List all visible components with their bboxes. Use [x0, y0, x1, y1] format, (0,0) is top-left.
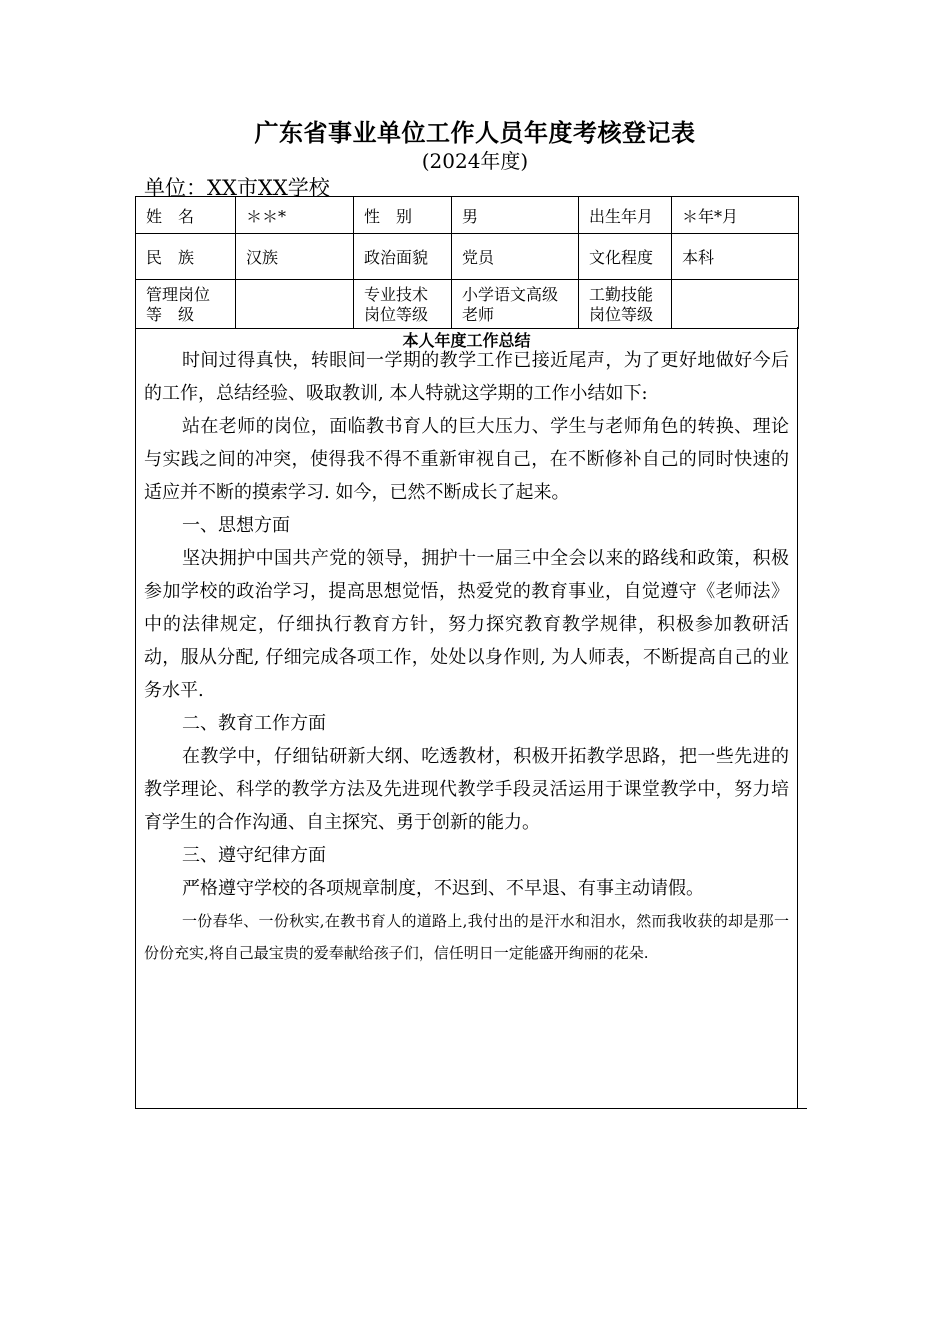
birth-label: 出生年月: [579, 197, 672, 234]
summary-heading: 本人年度工作总结: [402, 331, 531, 350]
summary-body: [144, 344, 789, 969]
name-label: 姓 名: [136, 197, 236, 234]
management-level-label: 管理岗位等 级: [136, 280, 236, 329]
table-row: [136, 280, 799, 329]
summary-paragraph: 严格遵守学校的各项规章制度，不迟到、不早退、有事主动请假。: [182, 878, 704, 899]
table-border-stub: [797, 1108, 807, 1109]
summary-paragraph: 在教学中，仔细钻研新大纲、吃透教材，积极开拓教学思路，把一些先进的教学理论、科学的教学方法及先进现代教学手段灵活运用于课堂教学中，努力培育学生的合作沟通、自主探究、勇于创新的能力。: [144, 746, 789, 833]
ethnicity-label: 民 族: [136, 234, 236, 280]
table-row: [136, 197, 799, 234]
education-label: 文化程度: [579, 234, 672, 280]
summary-paragraph: 时间过得真快，转眼间一学期的教学工作已接近尾声，为了更好地做好今后的工作，总结经验、吸取教训, 本人特就这学期的工作小结如下:: [144, 350, 789, 404]
section-heading-ideology: 一、思想方面: [182, 515, 290, 536]
summary-paragraph: 坚决拥护中国共产党的领导，拥护十一届三中全会以来的路线和政策，积极参加学校的政治学习，提高思想觉悟，热爱党的教育事业，自觉遵守《老师法》中的法律规定，仔细执行教育方针，努力探究教育教学规律，积极参加教研活动，服从分配, 仔细完成各项工作，处处以身作则, 为人师表，不断提高自己的业务水平.: [144, 548, 789, 701]
skill-level-label: 工勤技能岗位等级: [579, 280, 672, 329]
unit-label: 单位：XX市XX学校: [144, 176, 330, 200]
skill-level-value: [672, 280, 799, 329]
name-value: ＊＊*: [236, 197, 354, 234]
professional-level-value: 小学语文高级老师: [452, 280, 579, 329]
gender-value: 男: [452, 197, 579, 234]
form-year: (2024年度): [421, 149, 529, 173]
gender-label: 性 别: [354, 197, 452, 234]
summary-paragraph: 站在老师的岗位，面临教书育人的巨大压力、学生与老师角色的转换、理论与实践之间的冲突，使得我不得不重新审视自己，在不断修补自己的同时快速的适应并不断的摸索学习. 如今，已然不断成长了起来。: [144, 416, 789, 503]
birth-value: ＊年*月: [672, 197, 799, 234]
section-heading-discipline: 三、遵守纪律方面: [182, 845, 326, 866]
management-level-value: [236, 280, 354, 329]
table-row: [136, 234, 799, 280]
political-value: 党员: [452, 234, 579, 280]
ethnicity-value: 汉族: [236, 234, 354, 280]
work-summary-section: [135, 327, 798, 1109]
political-label: 政治面貌: [354, 234, 452, 280]
closing-paragraph: 一份春华、一份秋实,在教书育人的道路上,我付出的是汗水和泪水，然而我收获的却是那一份份充实,将自己最宝贵的爱奉献给孩子们，信任明日一定能盛开绚丽的花朵.: [144, 912, 789, 962]
section-heading-teaching: 二、教育工作方面: [182, 713, 326, 734]
professional-level-label: 专业技术岗位等级: [354, 280, 452, 329]
personal-info-table: [135, 196, 799, 329]
form-title: 广东省事业单位工作人员年度考核登记表: [254, 118, 696, 147]
education-value: 本科: [672, 234, 799, 280]
